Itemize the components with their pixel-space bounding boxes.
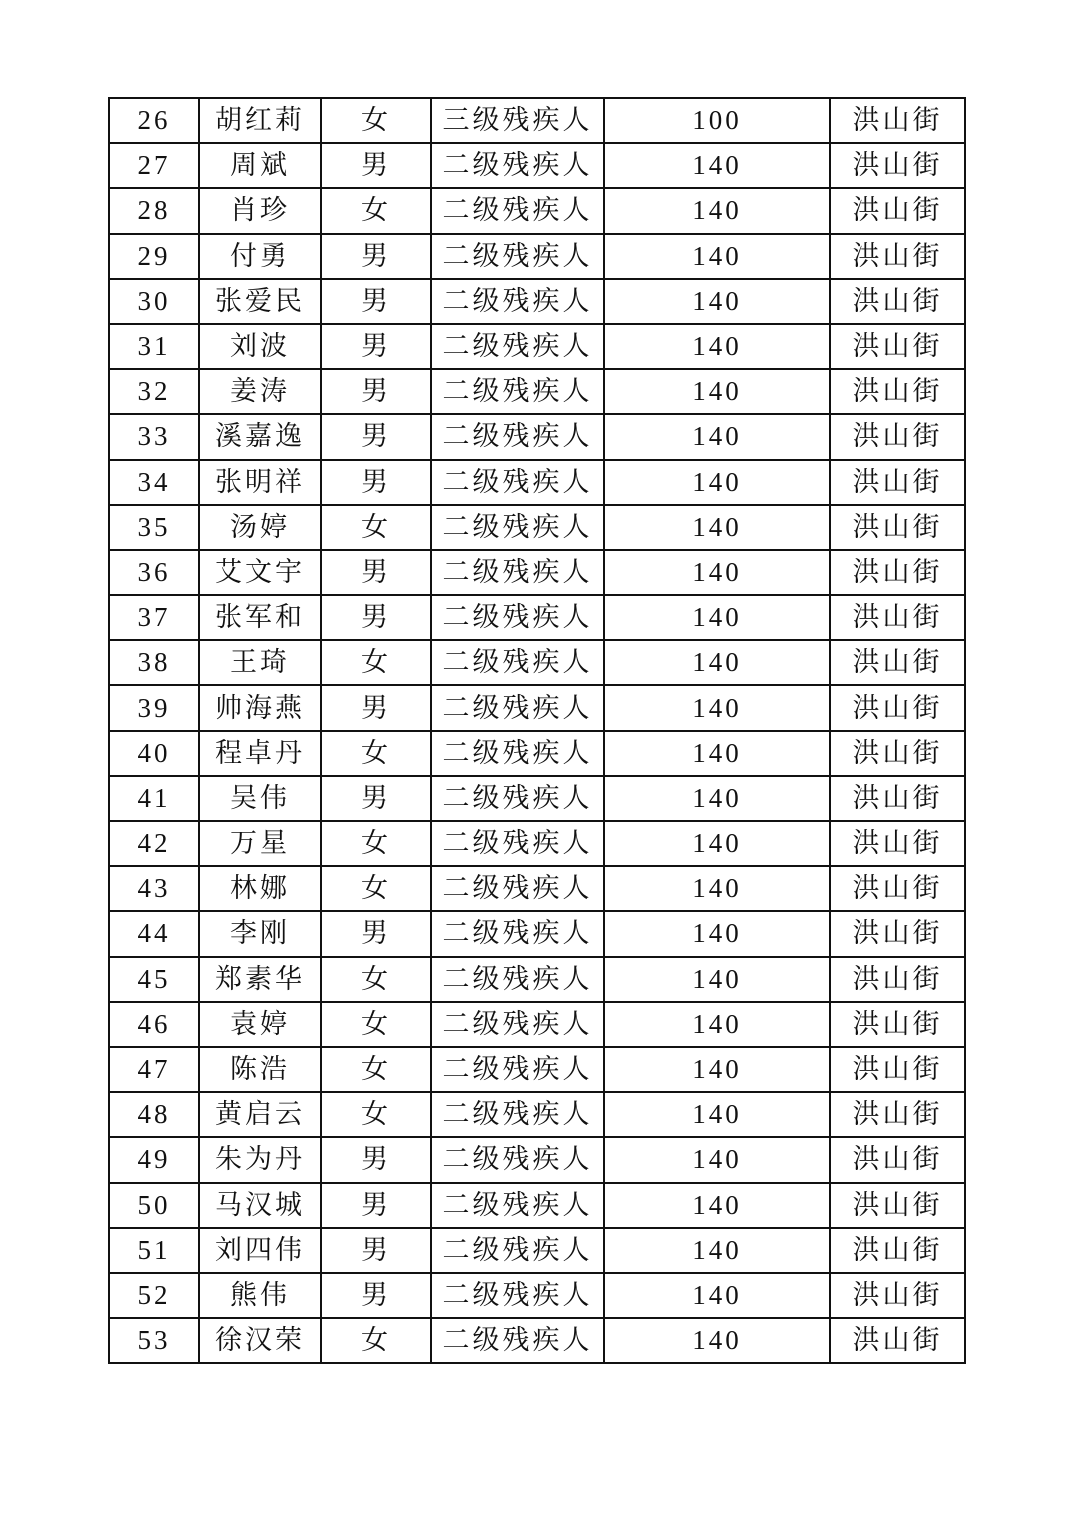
cell-amount: 140	[604, 640, 830, 685]
cell-amount: 140	[604, 414, 830, 459]
cell-number: 41	[109, 776, 199, 821]
cell-street: 洪山街	[830, 279, 965, 324]
cell-name: 艾文宇	[199, 550, 321, 595]
cell-amount: 140	[604, 731, 830, 776]
cell-street: 洪山街	[830, 143, 965, 188]
cell-street: 洪山街	[830, 460, 965, 505]
cell-gender: 男	[321, 1273, 431, 1318]
cell-street: 洪山街	[830, 414, 965, 459]
cell-disability-level: 二级残疾人	[431, 369, 604, 414]
cell-gender: 女	[321, 1047, 431, 1092]
cell-gender: 男	[321, 550, 431, 595]
cell-name: 姜涛	[199, 369, 321, 414]
cell-amount: 140	[604, 1092, 830, 1137]
cell-number: 34	[109, 460, 199, 505]
cell-number: 30	[109, 279, 199, 324]
cell-number: 32	[109, 369, 199, 414]
cell-gender: 女	[321, 1002, 431, 1047]
cell-number: 44	[109, 911, 199, 956]
cell-disability-level: 二级残疾人	[431, 1092, 604, 1137]
table-row	[109, 460, 965, 505]
cell-name: 熊伟	[199, 1273, 321, 1318]
cell-amount: 140	[604, 595, 830, 640]
table-row	[109, 1092, 965, 1137]
cell-number: 40	[109, 731, 199, 776]
cell-street: 洪山街	[830, 1228, 965, 1273]
table-row	[109, 234, 965, 279]
cell-street: 洪山街	[830, 595, 965, 640]
cell-disability-level: 二级残疾人	[431, 414, 604, 459]
table-row	[109, 505, 965, 550]
cell-street: 洪山街	[830, 640, 965, 685]
cell-gender: 女	[321, 188, 431, 233]
cell-name: 张军和	[199, 595, 321, 640]
table-row	[109, 1318, 965, 1363]
cell-name: 付勇	[199, 234, 321, 279]
table-row	[109, 595, 965, 640]
table-row	[109, 1228, 965, 1273]
cell-amount: 140	[604, 1318, 830, 1363]
table-row	[109, 143, 965, 188]
cell-gender: 男	[321, 685, 431, 730]
cell-number: 26	[109, 98, 199, 143]
cell-gender: 男	[321, 279, 431, 324]
cell-street: 洪山街	[830, 98, 965, 143]
cell-disability-level: 二级残疾人	[431, 460, 604, 505]
cell-street: 洪山街	[830, 866, 965, 911]
cell-gender: 男	[321, 1228, 431, 1273]
cell-amount: 140	[604, 911, 830, 956]
cell-gender: 男	[321, 1183, 431, 1228]
cell-gender: 女	[321, 731, 431, 776]
cell-gender: 男	[321, 234, 431, 279]
cell-amount: 140	[604, 550, 830, 595]
cell-name: 万星	[199, 821, 321, 866]
cell-disability-level: 二级残疾人	[431, 595, 604, 640]
cell-number: 45	[109, 957, 199, 1002]
cell-amount: 140	[604, 505, 830, 550]
cell-name: 刘四伟	[199, 1228, 321, 1273]
cell-disability-level: 二级残疾人	[431, 957, 604, 1002]
cell-number: 43	[109, 866, 199, 911]
cell-disability-level: 二级残疾人	[431, 143, 604, 188]
table-row	[109, 776, 965, 821]
cell-disability-level: 二级残疾人	[431, 1228, 604, 1273]
cell-disability-level: 二级残疾人	[431, 550, 604, 595]
cell-name: 刘波	[199, 324, 321, 369]
table-row	[109, 1273, 965, 1318]
table-row	[109, 188, 965, 233]
cell-name: 张明祥	[199, 460, 321, 505]
cell-number: 28	[109, 188, 199, 233]
cell-disability-level: 二级残疾人	[431, 1183, 604, 1228]
table-row	[109, 279, 965, 324]
cell-gender: 男	[321, 414, 431, 459]
cell-gender: 男	[321, 369, 431, 414]
cell-amount: 140	[604, 685, 830, 730]
cell-name: 张爱民	[199, 279, 321, 324]
cell-amount: 140	[604, 234, 830, 279]
table-row	[109, 957, 965, 1002]
cell-gender: 女	[321, 957, 431, 1002]
table-row	[109, 98, 965, 143]
cell-name: 陈浩	[199, 1047, 321, 1092]
cell-disability-level: 二级残疾人	[431, 279, 604, 324]
cell-amount: 140	[604, 1137, 830, 1182]
table-row	[109, 640, 965, 685]
cell-amount: 140	[604, 143, 830, 188]
cell-name: 肖珍	[199, 188, 321, 233]
cell-name: 胡红莉	[199, 98, 321, 143]
cell-disability-level: 二级残疾人	[431, 866, 604, 911]
cell-number: 46	[109, 1002, 199, 1047]
cell-number: 33	[109, 414, 199, 459]
cell-number: 48	[109, 1092, 199, 1137]
cell-gender: 女	[321, 1092, 431, 1137]
cell-name: 徐汉荣	[199, 1318, 321, 1363]
cell-amount: 140	[604, 821, 830, 866]
cell-street: 洪山街	[830, 369, 965, 414]
table-row	[109, 369, 965, 414]
cell-disability-level: 二级残疾人	[431, 640, 604, 685]
cell-street: 洪山街	[830, 821, 965, 866]
cell-amount: 140	[604, 279, 830, 324]
cell-disability-level: 三级残疾人	[431, 98, 604, 143]
cell-disability-level: 二级残疾人	[431, 776, 604, 821]
cell-gender: 女	[321, 866, 431, 911]
cell-number: 53	[109, 1318, 199, 1363]
cell-number: 51	[109, 1228, 199, 1273]
cell-street: 洪山街	[830, 324, 965, 369]
table-row	[109, 1047, 965, 1092]
cell-gender: 男	[321, 143, 431, 188]
cell-number: 27	[109, 143, 199, 188]
recipient-table	[108, 97, 966, 1364]
cell-gender: 男	[321, 911, 431, 956]
cell-disability-level: 二级残疾人	[431, 1137, 604, 1182]
cell-number: 37	[109, 595, 199, 640]
cell-street: 洪山街	[830, 911, 965, 956]
cell-street: 洪山街	[830, 550, 965, 595]
cell-amount: 140	[604, 957, 830, 1002]
cell-amount: 140	[604, 369, 830, 414]
cell-disability-level: 二级残疾人	[431, 731, 604, 776]
cell-name: 帅海燕	[199, 685, 321, 730]
cell-name: 林娜	[199, 866, 321, 911]
cell-amount: 140	[604, 324, 830, 369]
cell-number: 31	[109, 324, 199, 369]
cell-number: 39	[109, 685, 199, 730]
table-row	[109, 1183, 965, 1228]
cell-number: 42	[109, 821, 199, 866]
cell-disability-level: 二级残疾人	[431, 1002, 604, 1047]
cell-disability-level: 二级残疾人	[431, 911, 604, 956]
cell-number: 38	[109, 640, 199, 685]
cell-street: 洪山街	[830, 685, 965, 730]
cell-number: 36	[109, 550, 199, 595]
table-row	[109, 731, 965, 776]
cell-name: 朱为丹	[199, 1137, 321, 1182]
cell-street: 洪山街	[830, 505, 965, 550]
cell-name: 黄启云	[199, 1092, 321, 1137]
table-row	[109, 1002, 965, 1047]
cell-amount: 140	[604, 1047, 830, 1092]
table-row	[109, 550, 965, 595]
cell-amount: 140	[604, 188, 830, 233]
cell-name: 李刚	[199, 911, 321, 956]
cell-disability-level: 二级残疾人	[431, 1273, 604, 1318]
cell-disability-level: 二级残疾人	[431, 1318, 604, 1363]
cell-disability-level: 二级残疾人	[431, 324, 604, 369]
cell-name: 吴伟	[199, 776, 321, 821]
cell-number: 50	[109, 1183, 199, 1228]
cell-amount: 140	[604, 1183, 830, 1228]
cell-gender: 女	[321, 505, 431, 550]
cell-amount: 100	[604, 98, 830, 143]
cell-disability-level: 二级残疾人	[431, 188, 604, 233]
cell-amount: 140	[604, 866, 830, 911]
table-row	[109, 324, 965, 369]
cell-name: 郑素华	[199, 957, 321, 1002]
cell-name: 王琦	[199, 640, 321, 685]
cell-amount: 140	[604, 1002, 830, 1047]
cell-gender: 女	[321, 640, 431, 685]
cell-number: 29	[109, 234, 199, 279]
cell-amount: 140	[604, 1273, 830, 1318]
cell-gender: 女	[321, 821, 431, 866]
cell-name: 马汉城	[199, 1183, 321, 1228]
cell-street: 洪山街	[830, 1273, 965, 1318]
cell-gender: 男	[321, 460, 431, 505]
cell-name: 溪嘉逸	[199, 414, 321, 459]
cell-number: 35	[109, 505, 199, 550]
cell-disability-level: 二级残疾人	[431, 234, 604, 279]
table-row	[109, 866, 965, 911]
cell-number: 47	[109, 1047, 199, 1092]
cell-gender: 女	[321, 1318, 431, 1363]
cell-disability-level: 二级残疾人	[431, 505, 604, 550]
cell-gender: 男	[321, 1137, 431, 1182]
table-body	[109, 98, 965, 1363]
cell-street: 洪山街	[830, 1183, 965, 1228]
table-row	[109, 685, 965, 730]
cell-street: 洪山街	[830, 1047, 965, 1092]
cell-street: 洪山街	[830, 957, 965, 1002]
cell-street: 洪山街	[830, 1137, 965, 1182]
table-row	[109, 414, 965, 459]
table-row	[109, 821, 965, 866]
cell-amount: 140	[604, 460, 830, 505]
cell-gender: 女	[321, 98, 431, 143]
table-row	[109, 911, 965, 956]
cell-number: 52	[109, 1273, 199, 1318]
cell-street: 洪山街	[830, 1092, 965, 1137]
cell-disability-level: 二级残疾人	[431, 1047, 604, 1092]
cell-number: 49	[109, 1137, 199, 1182]
cell-street: 洪山街	[830, 1318, 965, 1363]
cell-amount: 140	[604, 776, 830, 821]
cell-street: 洪山街	[830, 776, 965, 821]
cell-amount: 140	[604, 1228, 830, 1273]
table-row	[109, 1137, 965, 1182]
cell-disability-level: 二级残疾人	[431, 821, 604, 866]
cell-name: 程卓丹	[199, 731, 321, 776]
cell-street: 洪山街	[830, 188, 965, 233]
cell-street: 洪山街	[830, 1002, 965, 1047]
cell-street: 洪山街	[830, 731, 965, 776]
cell-name: 周斌	[199, 143, 321, 188]
cell-name: 袁婷	[199, 1002, 321, 1047]
cell-gender: 男	[321, 324, 431, 369]
document-table	[108, 97, 964, 1364]
cell-name: 汤婷	[199, 505, 321, 550]
cell-gender: 男	[321, 595, 431, 640]
cell-disability-level: 二级残疾人	[431, 685, 604, 730]
cell-gender: 男	[321, 776, 431, 821]
cell-street: 洪山街	[830, 234, 965, 279]
